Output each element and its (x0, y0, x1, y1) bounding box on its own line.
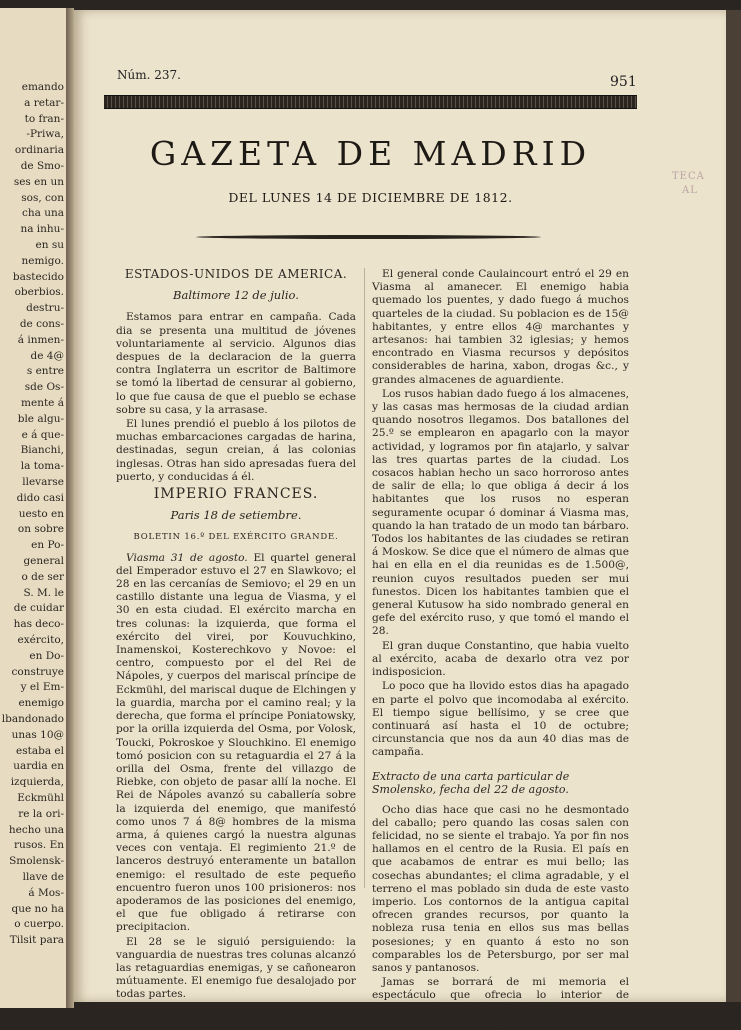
left-page-line: s entre (26, 365, 64, 378)
left-page-line: que no ha (11, 902, 64, 915)
book-gutter (66, 8, 74, 1008)
column-divider (364, 268, 365, 888)
left-page-line: Smolensk- (9, 855, 64, 868)
left-page-line: llevarse (22, 476, 64, 488)
bulletin-heading: BOLETIN 16.º DEL EXÉRCITO GRANDE. (133, 532, 339, 543)
left-page-line: oberbios. (14, 286, 64, 299)
paragraph-lead: Viasma 31 de agosto. (126, 551, 248, 564)
stamp-line: AL (682, 185, 698, 196)
left-page-line: rusos. En (14, 839, 64, 852)
paragraph: El lunes prendió el pueblo á los pilotos de muchas embarcaciones cargadas de harina, destinadas, segun creian, á las colonias inglesas. Otras han sido apresadas fuera del puerto, y conducidas á él. (116, 418, 356, 483)
left-page-line: on sobre (17, 523, 64, 536)
left-page-line: estaba el (16, 744, 64, 757)
paragraph: Jamas se borrará de mi memoria el espectáculo que ofrecia lo interior de Smolensko á nuestra entrada. Figuraos todas las calles, todas las plazas lle- (372, 976, 629, 1028)
issue-date: DEL LUNES 14 DE DICIEMBRE DE 1812. (228, 190, 513, 205)
left-page-line: unas 10@ (11, 728, 64, 741)
stamp-line: TECA (672, 171, 705, 182)
paragraph: Estamos para entrar en campaña. Cada dia se presenta una multitud de jóvenes voluntariamente al servicio. Algunos dias despues de la declaracion de la guerra contra Inglaterra un escritor de Baltimore se tomó la libertad de censurar al gobierno, lo que fue causa de que el pueblo se echase sobre su casa, y la arrasase. (116, 311, 356, 416)
paragraph: Los rusos habian dado fuego á los almacenes, y las casas mas hermosas de la ciudad ardian quando nosotros llegamos. Dos batallones del 25.º se emplearon en apagarlo con la mayor actividad, y logramos por fin atajarlo, y salvar las tres quartas partes de la ciudad. Los cosacos habian hecho un saco horroroso antes de salir de ella; lo que obliga á decir á los habitantes que los rusos no esperan seguramente ocupar ó dominar á Viasma mas, quando la han tratado de un modo tan bárbaro. Todos los habitantes de las ciudades se retiran á Moskow. Se dice que el número de almas que hai en ella en el dia reunidas es de 1.500@, reunion cuyos resultados pueden ser mui funestos. Dicen los habitantes tambien que el general Kutusow ha sido nombrado general en gefe del exército ruso, y que tomó el mando el 28. (372, 387, 629, 638)
paragraph: Ocho dias hace que casi no he desmontado del caballo; pero quando las cosas salen con felicidad, no se siente el trabajo. Ya por fin nos hallamos en el centro de la Rusia. El país en que acabamos de entrar es mui bello; las cosechas abundantes; el clima agradable, y el terreno el mas poblado sin duda de este vasto imperio. Los contornos de la antigua capital ofrecen grandes recursos, por quanto la nobleza rusa tenia en ellos sus mas bellas posesiones; y en quanto á esto no son comparables los de Petersburgo, por ser mal sanos y pantanosos. (372, 803, 629, 974)
left-page-line: general (23, 555, 64, 567)
left-page-line: destru- (26, 302, 64, 315)
left-page-line: e á que- (21, 428, 64, 441)
left-page-line: sos, con (21, 191, 64, 204)
left-page-line: re la ori- (18, 807, 64, 820)
left-page-line: -Priwa, (26, 128, 64, 141)
left-page-line: ble algu- (17, 412, 64, 425)
title-divider (196, 235, 541, 239)
section-dateline: Paris 18 de setiembre. (170, 508, 302, 523)
left-page-line: y el Em- (20, 681, 64, 694)
left-page-line: Bianchi, (20, 444, 64, 457)
left-page-line: de Smo- (20, 160, 64, 172)
paragraph: El gran duque Constantino, que habia vuelto al exército, acaba de dexarlo otra vez por indisposicion. (372, 639, 629, 679)
left-page-line: sde Os- (24, 381, 64, 394)
paragraph: El general conde Caulaincourt entró el 29 en Viasma al amanecer. El enemigo habia quemado los puentes, y dado fuego á muchos quarteles de la ciudad. Su poblacion es de 15@ habitantes, y entre ellos 4@ marchantes y artesanos: hai tambien 32 iglesias; y hemos encontrado en Viasma recursos y depósitos considerables de harina, xabon, drogas &c., y grandes almacenes de aguardiente. (372, 268, 629, 386)
left-page-line: mente á (21, 397, 64, 409)
left-page-line: cha una (21, 207, 64, 220)
section-heading: IMPERIO FRANCES. (153, 486, 319, 503)
header-rule (104, 95, 637, 109)
left-page-line: nemigo. (21, 254, 64, 267)
left-page-line: llave de (22, 871, 64, 883)
library-stamp (672, 170, 705, 198)
left-page-line: o de ser (21, 570, 64, 583)
left-page-line: de 4@ (30, 349, 64, 362)
left-page-line: has deco- (13, 618, 64, 631)
left-page-line: enemigo (18, 697, 64, 710)
left-page-line: ordinaria (14, 144, 64, 157)
paragraph: El 28 se le siguió persiguiendo: la vanguardia de nuestras tres colunas alcanzó las retaguardias enemigas, y se cañonearon mútuamente. El enemigo fue desalojado por todas partes. (116, 935, 356, 1001)
left-page-line: á Mos- (28, 886, 64, 899)
section-heading: ESTADOS-UNIDOS DE AMERICA. (124, 267, 348, 281)
paragraph (116, 552, 356, 935)
column-right (372, 268, 629, 1030)
extract-heading: Extracto de una carta particular de Smolensko, fecha del 22 de agosto. (372, 769, 570, 796)
issue-number: Núm. 237. (117, 68, 181, 82)
left-page-line: to fran- (24, 112, 64, 125)
left-page-line: ses en un (13, 175, 64, 188)
left-page-fragment (0, 8, 68, 1008)
left-page-line: emando (21, 81, 64, 93)
left-page-line: la toma- (20, 460, 64, 473)
left-page-line: hecho una (8, 823, 64, 836)
paragraph-body: El quartel general del Emperador estuvo el 27 en Slawkovo; el 28 en las cercanías de Semiovo; el 29 en un castillo distante una legua de Viasma, y el 30 en esta ciudad. El exército marcha en tres colunas: la izquierda, que forma el exército del virei, por Kouvuchkino, Inamenskoi, Kosterechkovo y Novoe: el centro, compuesto por el del Rei de Nápoles, y cuerpos del mariscal príncipe de Eckmühl, del mariscal duque de Elchingen y la guardia, marcha por el camino real; y la derecha, que forma el príncipe Poniatowsky, por la orilla izquierda del Osma, por Volosk, Toucki, Pokroskoe y Slouchkino. El enemigo tomó posicion con su retaguardia el 27 á la orilla del Osma, frente del villazgo de Riebke, con objeto de pasar allí la noche. El Rei de Nápoles avanzó su caballería sobre la izquierda del enemigo, que manifestó como unos 7 á 8@ hombres de la misma arma, á quienes cargó la nuestra algunas veces con ventaja. El regimiento 21.º de lanceros destruyó enteramente un batallon enemigo: el resultado de este pequeño encuentro fueron unos 100 prisioneros: nos apoderamos de las posiciones del enemigo, el que fue obligado á retirarse con precipitacion. (116, 551, 356, 934)
left-page-line: S. M. le (23, 586, 64, 599)
left-page-line: en su (35, 239, 64, 251)
left-page-line: dido casi (16, 491, 64, 504)
masthead-title: GAZETA DE MADRID (149, 134, 592, 173)
left-page-line: a retar- (24, 96, 64, 109)
left-page-line: bastecido (12, 270, 64, 283)
page-number: 951 (610, 74, 637, 90)
column-left (116, 268, 356, 1003)
left-page-line: Eckmühl (17, 792, 64, 804)
left-page-line: de cons- (19, 318, 64, 330)
left-page-line: izquierda, (10, 776, 64, 789)
page-edge (726, 10, 741, 1002)
left-page-line: o cuerpo. (14, 918, 64, 931)
left-page-line: uesto en (18, 507, 64, 520)
left-page-line: exército, (17, 634, 64, 646)
left-page-line: construye (11, 665, 64, 678)
left-page-line: en Po- (31, 539, 64, 552)
left-page-line: de cuidar (13, 602, 64, 615)
left-page-line: lbandonado (1, 713, 64, 725)
paragraph: Lo poco que ha llovido estos dias ha apagado en parte el polvo que incomodaba al exército. El tiempo sigue bellísimo, y se cree que continuará así hasta el 10 de octubre; circunstancia que nos da aun 40 dias mas de campaña. (372, 680, 629, 759)
left-page-line: Tilsit para (9, 934, 64, 947)
left-page-line: uardia en (13, 760, 64, 773)
section-dateline: Baltimore 12 de julio. (173, 288, 299, 303)
left-page-line: en Do- (29, 649, 64, 662)
left-page-line: na inhu- (20, 223, 64, 236)
left-page-line: á inmen- (17, 333, 64, 346)
